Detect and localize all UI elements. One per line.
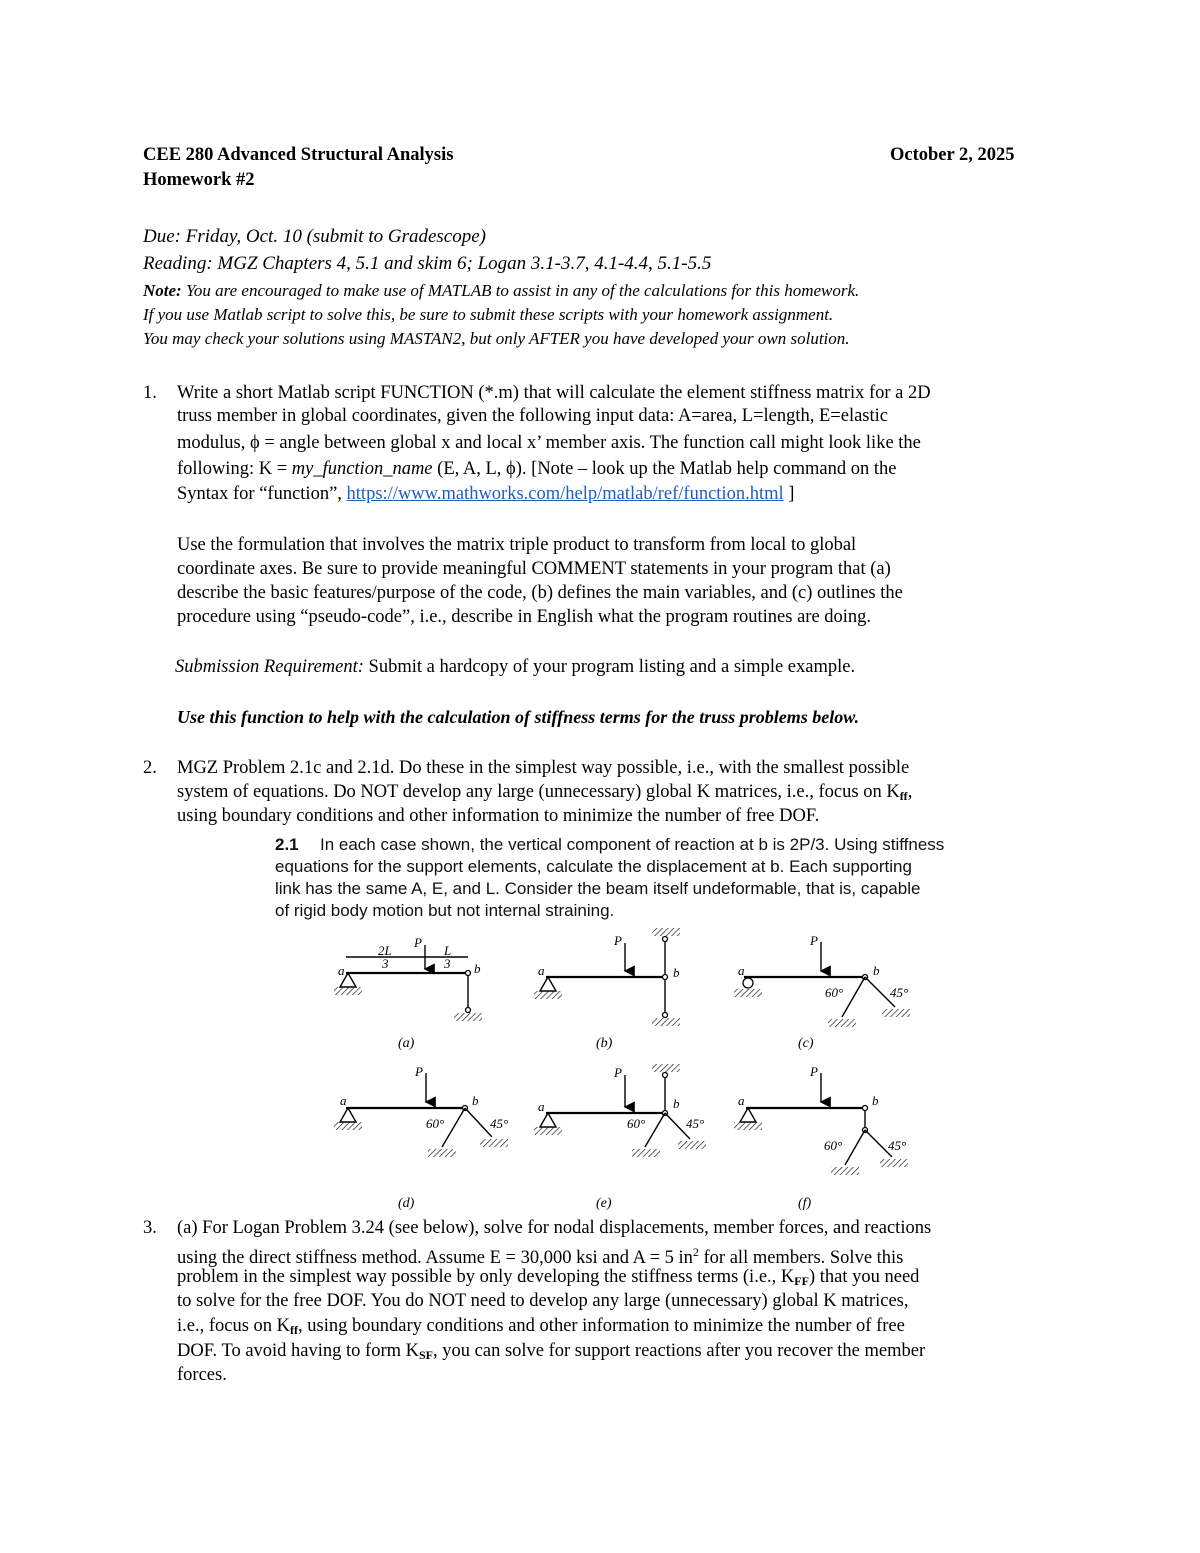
problem-1-line-4: [177, 457, 896, 481]
figure-caption-line-3: link has the same A, E, and L. Consider the beam itself undeformable, that is, capable: [275, 879, 921, 898]
problem-3-line-3b: ) that you need: [808, 1267, 920, 1287]
kff-subscript-2: ff: [290, 1323, 299, 1337]
label-a-d: a: [340, 1093, 347, 1108]
problem-1-para2-line-2: coordinate axes. Be sure to provide meaningful COMMENT statements in your program that (a): [177, 559, 891, 579]
problem-2-line-2a: system of equations. Do NOT develop any large (unnecessary) global K matrices, i.e., focus on K: [177, 782, 900, 802]
label-P-d: P: [415, 1064, 423, 1079]
angle-45-d: 45°: [490, 1116, 509, 1131]
problem-3-number: 3.: [143, 1218, 157, 1238]
problem-2-number: 2.: [143, 758, 157, 778]
problem-3-line-5: [177, 1314, 905, 1342]
beam-support-diagrams: [320, 925, 940, 1215]
problem-1-number: 1.: [143, 383, 157, 403]
dim-2L: 2L: [378, 943, 392, 958]
dim-2L-den: 3: [382, 956, 389, 971]
problem-3-line-2a: using the direct stiffness method. Assume E = 30,000 ksi and A = 5 in: [177, 1248, 693, 1268]
label-P-b: P: [614, 933, 622, 948]
label-b-b: b: [673, 965, 680, 980]
panel-a: [334, 935, 482, 1051]
label-a-e: a: [538, 1099, 545, 1114]
note-text-1: You are encouraged to make use of MATLAB to assist in any of the calculations for this homework.: [181, 281, 860, 300]
figure-number: 2.1: [275, 835, 299, 854]
problem-3-line-6b: , you can solve for support reactions after you recover the member: [433, 1341, 926, 1361]
matlab-function-help-link[interactable]: https://www.mathworks.com/help/matlab/ref/function.html: [346, 484, 784, 504]
problem-1-line-4c: (E, A, L, ϕ). [Note – look up the Matlab help command on the: [432, 459, 897, 479]
panel-f-caption: (f): [798, 1196, 812, 1211]
problem-1-line-5a: Syntax for “function”,: [177, 484, 347, 504]
problem-2-line-2b: ,: [907, 782, 913, 802]
panel-e: [534, 1064, 706, 1211]
panel-f: [734, 1064, 908, 1211]
label-a-b: a: [538, 963, 545, 978]
note-line-3: You may check your solutions using MASTAN2, but only AFTER you have developed your own solution.: [143, 329, 850, 348]
angle-60-f: 60°: [824, 1138, 843, 1153]
panel-c-caption: (c): [798, 1036, 814, 1051]
panel-d: [334, 1064, 508, 1211]
angle-60-e: 60°: [627, 1116, 646, 1131]
note-line-2: If you use Matlab script to solve this, be sure to submit these scripts with your homework assignment.: [143, 305, 834, 324]
course-title: CEE 280 Advanced Structural Analysis: [143, 145, 454, 165]
angle-60-c: 60°: [825, 985, 844, 1000]
problem-3-line-6: [177, 1339, 925, 1367]
problem-1-line-2: truss member in global coordinates, given the following input data: A=area, L=length, E=elastic: [177, 406, 888, 426]
problem-3-line-6a: DOF. To avoid having to form K: [177, 1341, 419, 1361]
problem-3-line-2b: for all members. Solve this: [698, 1248, 904, 1268]
problem-1-para2-line-1: Use the formulation that involves the matrix triple product to transform from local to global: [177, 535, 857, 555]
problem-3-line-3a: problem in the simplest way possible by only developing the stiffness terms (i.e., K: [177, 1267, 795, 1287]
figure-caption-line-1: In each case shown, the vertical component of reaction at b is 2P/3. Using stiffness: [320, 835, 945, 854]
note-line-1: [143, 279, 859, 303]
problem-1-para2-line-3: describe the basic features/purpose of the code, (b) defines the main variables, and (c) outlines the: [177, 583, 903, 603]
problem-1-line-5b: ]: [783, 484, 795, 504]
angle-45-c: 45°: [890, 985, 909, 1000]
panel-b: [534, 928, 680, 1051]
problem-3-line-5a: i.e., focus on K: [177, 1316, 291, 1336]
kff-subscript: ff: [899, 789, 908, 803]
problem-2-line-1: MGZ Problem 2.1c and 2.1d. Do these in the simplest way possible, i.e., with the smallest possible: [177, 758, 910, 778]
function-name: my_function_name: [291, 459, 433, 479]
problem-3-line-1: (a) For Logan Problem 3.24 (see below), solve for nodal displacements, member forces, and reactions: [177, 1218, 932, 1238]
figure-caption-line-2: equations for the support elements, calculate the displacement at b. Each supporting: [275, 857, 912, 876]
label-P-c: P: [810, 933, 818, 948]
function-usage-note: Use this function to help with the calculation of stiffness terms for the truss problems below.: [177, 707, 860, 727]
problem-3-line-4: to solve for the free DOF. You do NOT need to develop any large (unnecessary) global K matrices,: [177, 1291, 909, 1311]
problem-1-line-1: Write a short Matlab script FUNCTION (*.m) that will calculate the element stiffness matrix for a 2D: [177, 383, 931, 403]
due-line: Due: Friday, Oct. 10 (submit to Gradescope): [143, 226, 486, 247]
angle-45-e: 45°: [686, 1116, 705, 1131]
panel-c: [734, 933, 910, 1051]
label-P-e: P: [614, 1065, 622, 1080]
label-P: P: [414, 935, 422, 950]
panel-a-caption: (a): [398, 1036, 415, 1051]
label-b-c: b: [873, 963, 880, 978]
figure-caption-line-4: of rigid body motion but not internal straining.: [275, 901, 615, 920]
problem-3-line-5b: , using boundary conditions and other information to minimize the number of free: [298, 1316, 905, 1336]
dim-L-den: 3: [444, 956, 451, 971]
kSF-subscript: SF: [419, 1348, 434, 1362]
problem-3-line-7: forces.: [177, 1365, 227, 1385]
problem-1-line-4a: following: K =: [177, 459, 292, 479]
note-label: Note:: [143, 281, 182, 300]
label-a-f: a: [738, 1093, 745, 1108]
panel-d-caption: (d): [398, 1196, 415, 1211]
label-P-f: P: [810, 1064, 818, 1079]
reading-line: Reading: MGZ Chapters 4, 5.1 and skim 6; Logan 3.1-3.7, 4.1-4.4, 5.1-5.5: [143, 253, 712, 274]
submission-text: Submit a hardcopy of your program listing and a simple example.: [363, 657, 856, 677]
homework-title: Homework #2: [143, 170, 255, 190]
label-b: b: [474, 961, 481, 976]
problem-1-para2-line-4: procedure using “pseudo-code”, i.e., describe in English what the program routines are doing.: [177, 607, 872, 627]
label-a-c: a: [738, 963, 745, 978]
in2-superscript: 2: [692, 1245, 699, 1259]
label-b-d: b: [472, 1093, 479, 1108]
angle-60-d: 60°: [426, 1116, 445, 1131]
label-b-e: b: [673, 1096, 680, 1111]
label-a: a: [338, 963, 345, 978]
kFF-subscript: FF: [794, 1274, 809, 1288]
problem-2-line-3: using boundary conditions and other information to minimize the number of free DOF.: [177, 806, 820, 826]
document-date: October 2, 2025: [890, 145, 1015, 165]
dim-L: L: [444, 943, 452, 958]
submission-requirement: [175, 655, 855, 679]
problem-1-line-3: modulus, ϕ = angle between global x and local x’ member axis. The function call might look like the: [177, 433, 921, 453]
panel-b-caption: (b): [596, 1036, 613, 1051]
problem-1-line-5: [177, 482, 794, 506]
label-b-f: b: [872, 1093, 879, 1108]
angle-45-f: 45°: [888, 1138, 907, 1153]
submission-label: Submission Requirement:: [175, 657, 364, 677]
panel-e-caption: (e): [596, 1196, 612, 1211]
